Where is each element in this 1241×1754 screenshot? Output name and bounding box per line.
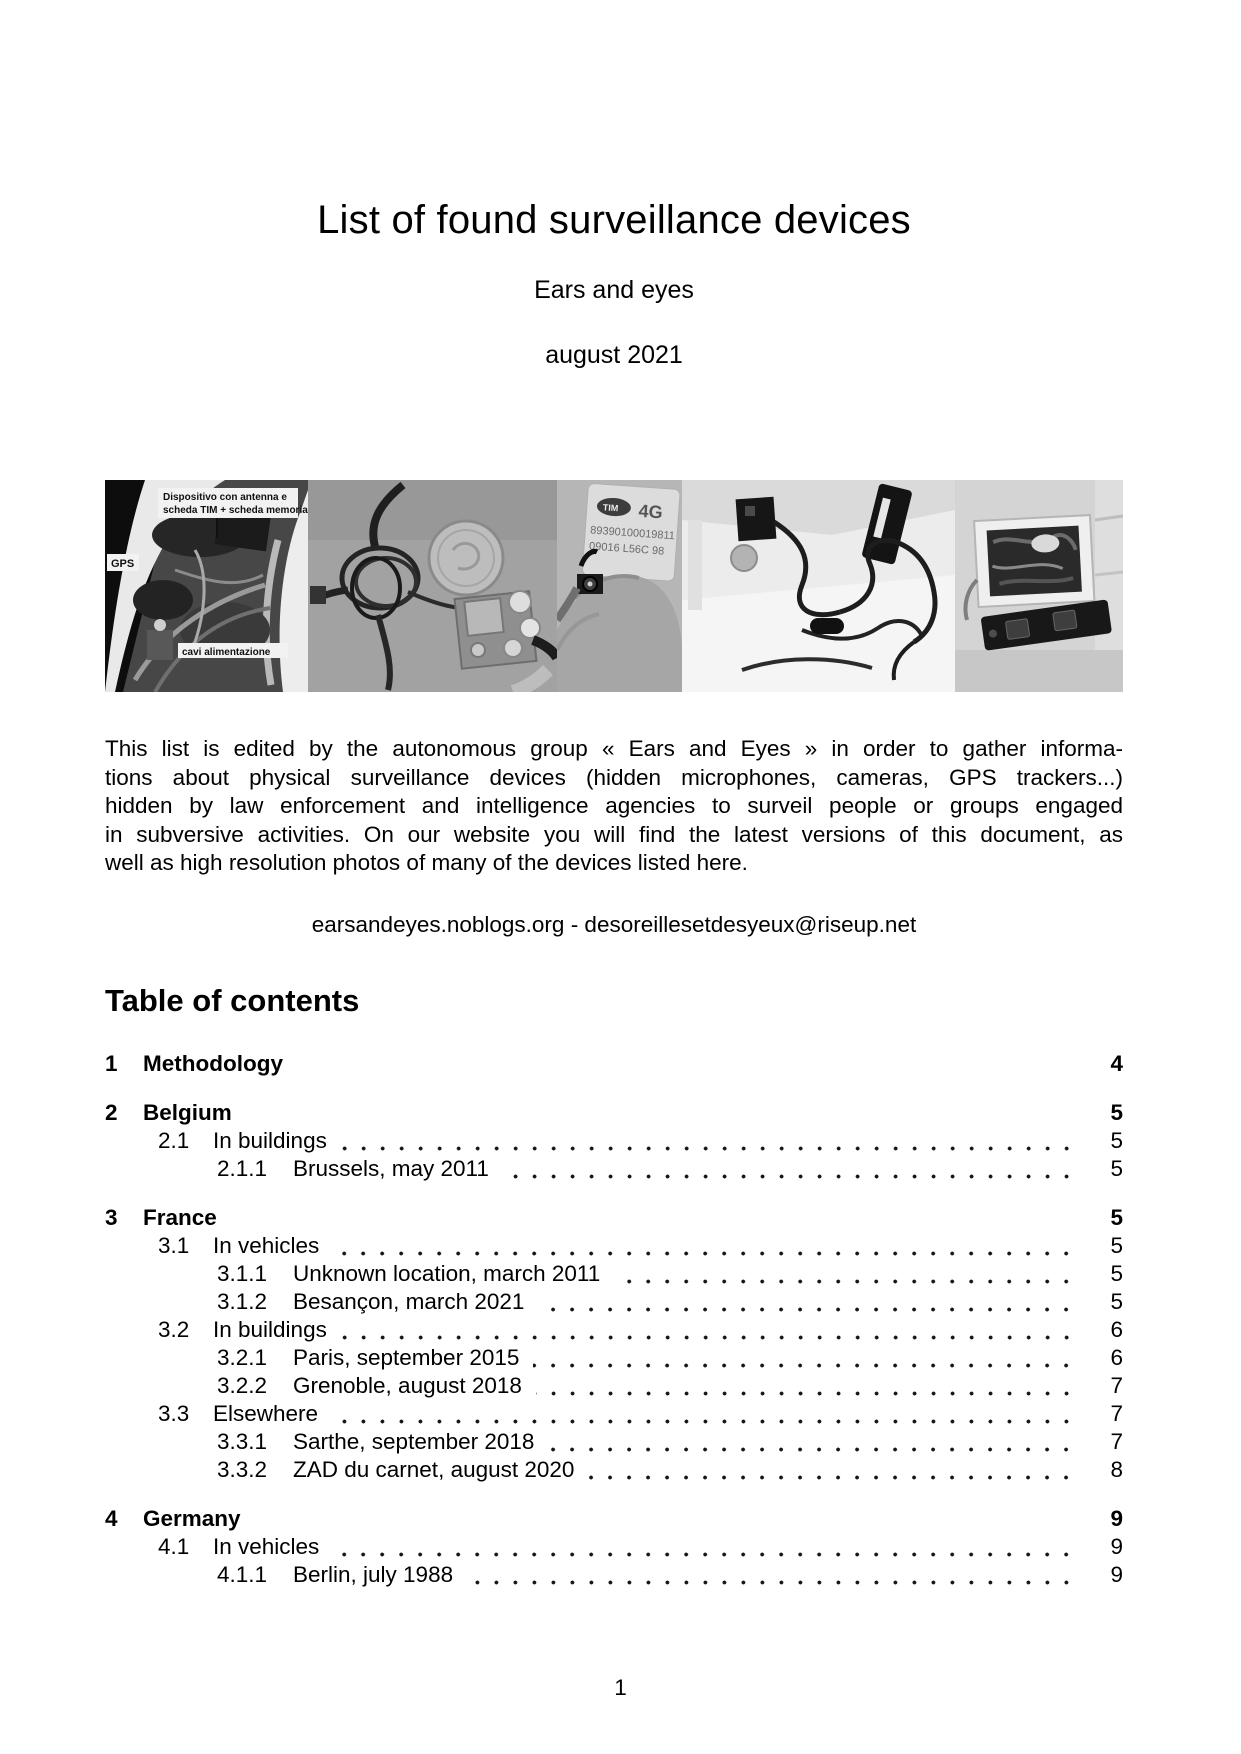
toc-dot-leader — [333, 1552, 1083, 1557]
toc-dot-leader — [255, 1524, 1083, 1529]
photo-annotation-device: Dispositivo con antenna e — [163, 492, 287, 503]
toc-entry[interactable] — [105, 1400, 1123, 1428]
toc-entry-number: 3 — [105, 1205, 118, 1230]
toc-entry-number: 2.1.1 — [217, 1156, 268, 1181]
table-of-contents — [105, 1050, 1123, 1589]
toc-entry-label: In buildings — [213, 1128, 327, 1153]
toc-entry-label: Germany — [143, 1506, 241, 1531]
sim-4g-text: 4G — [638, 500, 664, 523]
toc-dot-leader — [588, 1475, 1083, 1480]
intro-line: tions about physical surveillance devices (hidden microphones, cameras, GPS trackers...) — [105, 764, 1123, 790]
contact-line: earsandeyes.noblogs.org - desoreillesetdesyeux@riseup.net — [311, 912, 917, 937]
author-line: Ears and eyes — [534, 276, 694, 304]
toc-entry[interactable] — [105, 1344, 1123, 1372]
toc-entry-label: Unknown location, march 2011 — [293, 1261, 601, 1286]
toc-entry[interactable] — [105, 1260, 1123, 1288]
toc-entry-number: 3.2 — [158, 1317, 190, 1342]
toc-entry[interactable] — [105, 1372, 1123, 1400]
toc-entry[interactable] — [105, 1533, 1123, 1561]
toc-dot-leader — [548, 1447, 1083, 1452]
toc-dot-leader — [231, 1223, 1083, 1228]
toc-entry-label: Elsewhere — [213, 1401, 319, 1426]
toc-dot-leader — [503, 1174, 1083, 1179]
toc-entry-number: 3.3.1 — [217, 1429, 268, 1454]
toc-dot-leader — [341, 1146, 1083, 1151]
toc-entry[interactable] — [105, 1204, 1123, 1232]
intro-paragraph — [105, 735, 1123, 878]
toc-entry[interactable] — [105, 1127, 1123, 1155]
toc-entry[interactable] — [105, 1050, 1123, 1078]
toc-dot-leader — [614, 1279, 1083, 1284]
toc-entry-page: 9 — [1110, 1506, 1123, 1531]
sim-number-line2: 09016 L56C 98 — [588, 540, 665, 558]
toc-entry-page: 5 — [1110, 1233, 1123, 1258]
toc-entry[interactable] — [105, 1456, 1123, 1484]
date-line: august 2021 — [545, 341, 683, 369]
sim-number-line1: 89390100019811 — [589, 524, 676, 543]
toc-entry-page: 5 — [1110, 1128, 1123, 1153]
toc-entry-label: In vehicles — [213, 1534, 320, 1559]
toc-entry-number: 4 — [105, 1506, 118, 1531]
toc-entry-number: 3.3 — [158, 1401, 190, 1426]
toc-entry-page: 5 — [1110, 1289, 1123, 1314]
toc-dot-leader — [467, 1580, 1083, 1585]
toc-entry[interactable] — [105, 1155, 1123, 1183]
toc-entry-number: 3.1 — [158, 1233, 190, 1258]
toc-entry-label: ZAD du carnet, august 2020 — [293, 1457, 575, 1482]
intro-line: well as high resolution photos of many of the devices listed here. — [105, 850, 748, 876]
toc-entry-page: 9 — [1110, 1534, 1123, 1559]
toc-entry[interactable] — [105, 1505, 1123, 1533]
toc-entry-label: Besançon, march 2021 — [293, 1289, 525, 1314]
banner-photo-wire-coil-circuit — [308, 480, 557, 692]
toc-entry-label: In vehicles — [213, 1233, 320, 1258]
toc-entry-label: Paris, september 2015 — [293, 1345, 520, 1370]
toc-entry-label: In buildings — [213, 1317, 327, 1342]
toc-entry[interactable] — [105, 1099, 1123, 1127]
photo-annotation-gps: GPS — [111, 558, 135, 570]
toc-entry-label: Sarthe, september 2018 — [293, 1429, 535, 1454]
intro-line: This list is edited by the autonomous group « Ears and Eyes » in order to gather informa- — [105, 736, 1123, 761]
banner-photo-wall-cavity — [955, 480, 1123, 692]
toc-entry-page: 5 — [1110, 1100, 1123, 1125]
toc-entry-number: 3.2.2 — [217, 1373, 268, 1398]
toc-entry-number: 2 — [105, 1100, 118, 1125]
banner-photo-devices-on-paper — [682, 480, 955, 692]
toc-dot-leader — [297, 1069, 1083, 1074]
toc-entry-page: 6 — [1110, 1345, 1123, 1370]
toc-entry-label: France — [143, 1205, 217, 1230]
banner-photo-hand-camera-sim — [557, 480, 682, 692]
toc-entry-page: 6 — [1110, 1317, 1123, 1342]
toc-dot-leader — [533, 1363, 1083, 1368]
page-title: List of found surveillance devices — [317, 198, 911, 242]
toc-entry-page: 5 — [1110, 1205, 1123, 1230]
toc-entry-number: 3.3.2 — [217, 1457, 268, 1482]
toc-entry[interactable] — [105, 1561, 1123, 1589]
toc-entry-label: Belgium — [143, 1100, 232, 1125]
photo-annotation-device-2: scheda TIM + scheda memoria — [163, 505, 308, 516]
toc-entry[interactable] — [105, 1232, 1123, 1260]
photo-annotation-power-cables: cavi alimentazione — [182, 647, 271, 658]
page-number-footer: 1 — [614, 1675, 627, 1700]
toc-dot-leader — [333, 1251, 1083, 1256]
toc-entry-label: Grenoble, august 2018 — [293, 1373, 522, 1398]
toc-dot-leader — [341, 1335, 1083, 1340]
toc-entry-page: 9 — [1110, 1562, 1123, 1587]
toc-entry-number: 3.1.1 — [217, 1261, 268, 1286]
banner-photo-vehicle-interior — [105, 480, 308, 692]
toc-entry-page: 7 — [1110, 1401, 1123, 1426]
toc-entry-label: Berlin, july 1988 — [293, 1562, 454, 1587]
toc-entry-page: 5 — [1110, 1261, 1123, 1286]
banner-photo-strip — [105, 480, 1123, 692]
toc-entry-number: 1 — [105, 1051, 118, 1076]
toc-entry-number: 4.1 — [158, 1534, 190, 1559]
toc-entry-number: 4.1.1 — [217, 1562, 268, 1587]
toc-entry-page: 7 — [1110, 1373, 1123, 1398]
toc-entry-page: 5 — [1110, 1156, 1123, 1181]
toc-entry-number: 3.2.1 — [217, 1345, 268, 1370]
toc-entry-number: 2.1 — [158, 1128, 190, 1153]
toc-entry-number: 3.1.2 — [217, 1289, 268, 1314]
toc-entry[interactable] — [105, 1288, 1123, 1316]
toc-heading: Table of contents — [105, 983, 360, 1018]
toc-dot-leader — [332, 1419, 1083, 1424]
toc-entry-label: Methodology — [143, 1051, 283, 1076]
toc-entry[interactable] — [105, 1428, 1123, 1456]
toc-dot-leader — [246, 1118, 1083, 1123]
toc-dot-leader — [538, 1307, 1083, 1312]
toc-entry-page: 8 — [1110, 1457, 1123, 1482]
sim-brand-text: TIM — [602, 502, 619, 514]
toc-dot-leader — [536, 1391, 1083, 1396]
toc-entry-label: Brussels, may 2011 — [293, 1156, 489, 1181]
intro-line: hidden by law enforcement and intelligence agencies to surveil people or groups engaged — [105, 793, 1123, 819]
toc-entry-page: 4 — [1110, 1051, 1123, 1076]
intro-line: in subversive activities. On our website you will find the latest versions of this document, as — [105, 821, 1123, 847]
toc-entry[interactable] — [105, 1316, 1123, 1344]
toc-entry-page: 7 — [1110, 1429, 1123, 1454]
